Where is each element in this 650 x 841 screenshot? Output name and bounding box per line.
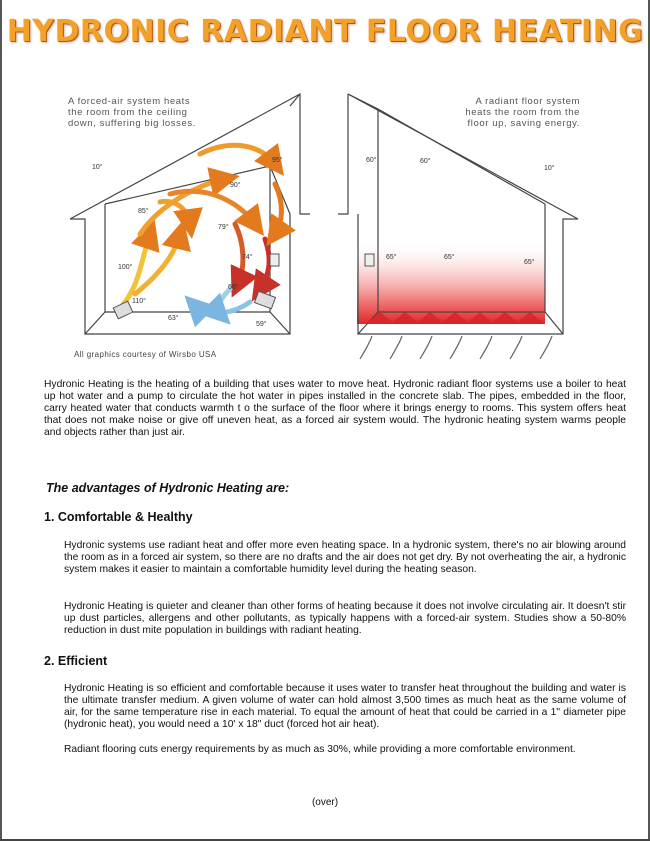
page-title: HYDRONIC RADIANT FLOOR HEATING <box>6 14 644 49</box>
forced-air-caption: A forced-air system heats the room from the ceiling down, suffering big losses. <box>68 96 196 129</box>
temperature-label: 85° <box>138 208 149 215</box>
radiant-floor-caption: A radiant floor system heats the room from the floor up, saving energy. <box>465 96 580 129</box>
temperature-label: 74° <box>242 254 253 261</box>
page-footer: (over) <box>311 797 339 808</box>
comfort-paragraph-2: Hydronic Heating is quieter and cleaner than other forms of heating because it does not involve circulating air. It doesn't stir up dust particles, allergens and other pollutants, as typically happens with a forced-air system. Studies show a 50-80% reduction in dust mite population in buildings with radiant heating. <box>64 601 626 636</box>
efficient-paragraph-1: Hydronic Heating is so efficient and comfortable because it uses water to transfer heat throughout the building and water is the ultimate transfer medium. A given volume of water can hold almost 3,500 times as much heat as the same volume of air, for the same temperature rise in each material. To equal the amount of heat that could be carried in a 1" diameter pipe (hydronic heat), you would need a 10' x 18" duct (forced hot air heat). <box>64 683 626 730</box>
return-air-vent <box>254 291 275 308</box>
comfort-paragraph-1: Hydronic systems use radiant heat and offer more even heating space. In a hydronic system, there's no air blowing around the room as in a forced air system, so there are no drafts and the air does not get dry. By not overheating the air, a hydronic system makes it easier to maintain a comfortable humidity level during the heating season. <box>64 540 626 575</box>
thermostat-icon <box>365 254 374 266</box>
temperature-label: 65° <box>444 254 455 261</box>
temperature-label: 60° <box>366 157 377 164</box>
page-border-left <box>0 0 2 841</box>
section-heading-efficient: 2. Efficient <box>44 654 108 668</box>
efficient-paragraph-2: Radiant flooring cuts energy requirements by as much as 30%, while providing a more comfortable environment. <box>64 744 576 755</box>
foundation-pipes <box>360 336 552 359</box>
graphics-credit: All graphics courtesy of Wirsbo USA <box>74 350 217 359</box>
heating-comparison-diagram <box>60 84 600 374</box>
temperature-label: 100° <box>118 264 133 271</box>
temperature-label: 60° <box>420 158 431 165</box>
temperature-label: 59° <box>256 321 267 328</box>
temperature-label: 63° <box>168 315 179 322</box>
temperature-label: 65° <box>524 259 535 266</box>
advantages-heading: The advantages of Hydronic Heating are: <box>46 481 290 495</box>
thermostat-icon <box>270 254 279 266</box>
temperature-label: 10° <box>92 164 103 171</box>
temperature-label: 110° <box>132 298 146 305</box>
radiant-floor-house <box>338 94 578 359</box>
temperature-label: 68° <box>228 284 239 291</box>
forced-air-flow-arrows <box>122 145 281 314</box>
temperature-label: 90° <box>230 182 241 189</box>
temperature-label: 65° <box>386 254 397 261</box>
temperature-label: 95° <box>272 157 283 164</box>
intro-paragraph: Hydronic Heating is the heating of a building that uses water to move heat. Hydronic radiant floor systems use a boiler to heat up hot water and a pump to circulate the hot water in pipes installed in the concrete slab. The pipes, embedded in the floor, carry heated water that conducts warmth t o the surface of the floor where it brings energy to rooms. This system offers heat that does not make noise or give off uneven heat, as a forced air system would. The hydronic heating system warms people and objects rather than just air. <box>44 379 626 438</box>
temperature-label: 79° <box>218 224 229 231</box>
section-heading-comfortable: 1. Comfortable & Healthy <box>44 510 193 524</box>
temperature-label: 10° <box>544 165 555 172</box>
forced-air-register <box>113 301 133 319</box>
